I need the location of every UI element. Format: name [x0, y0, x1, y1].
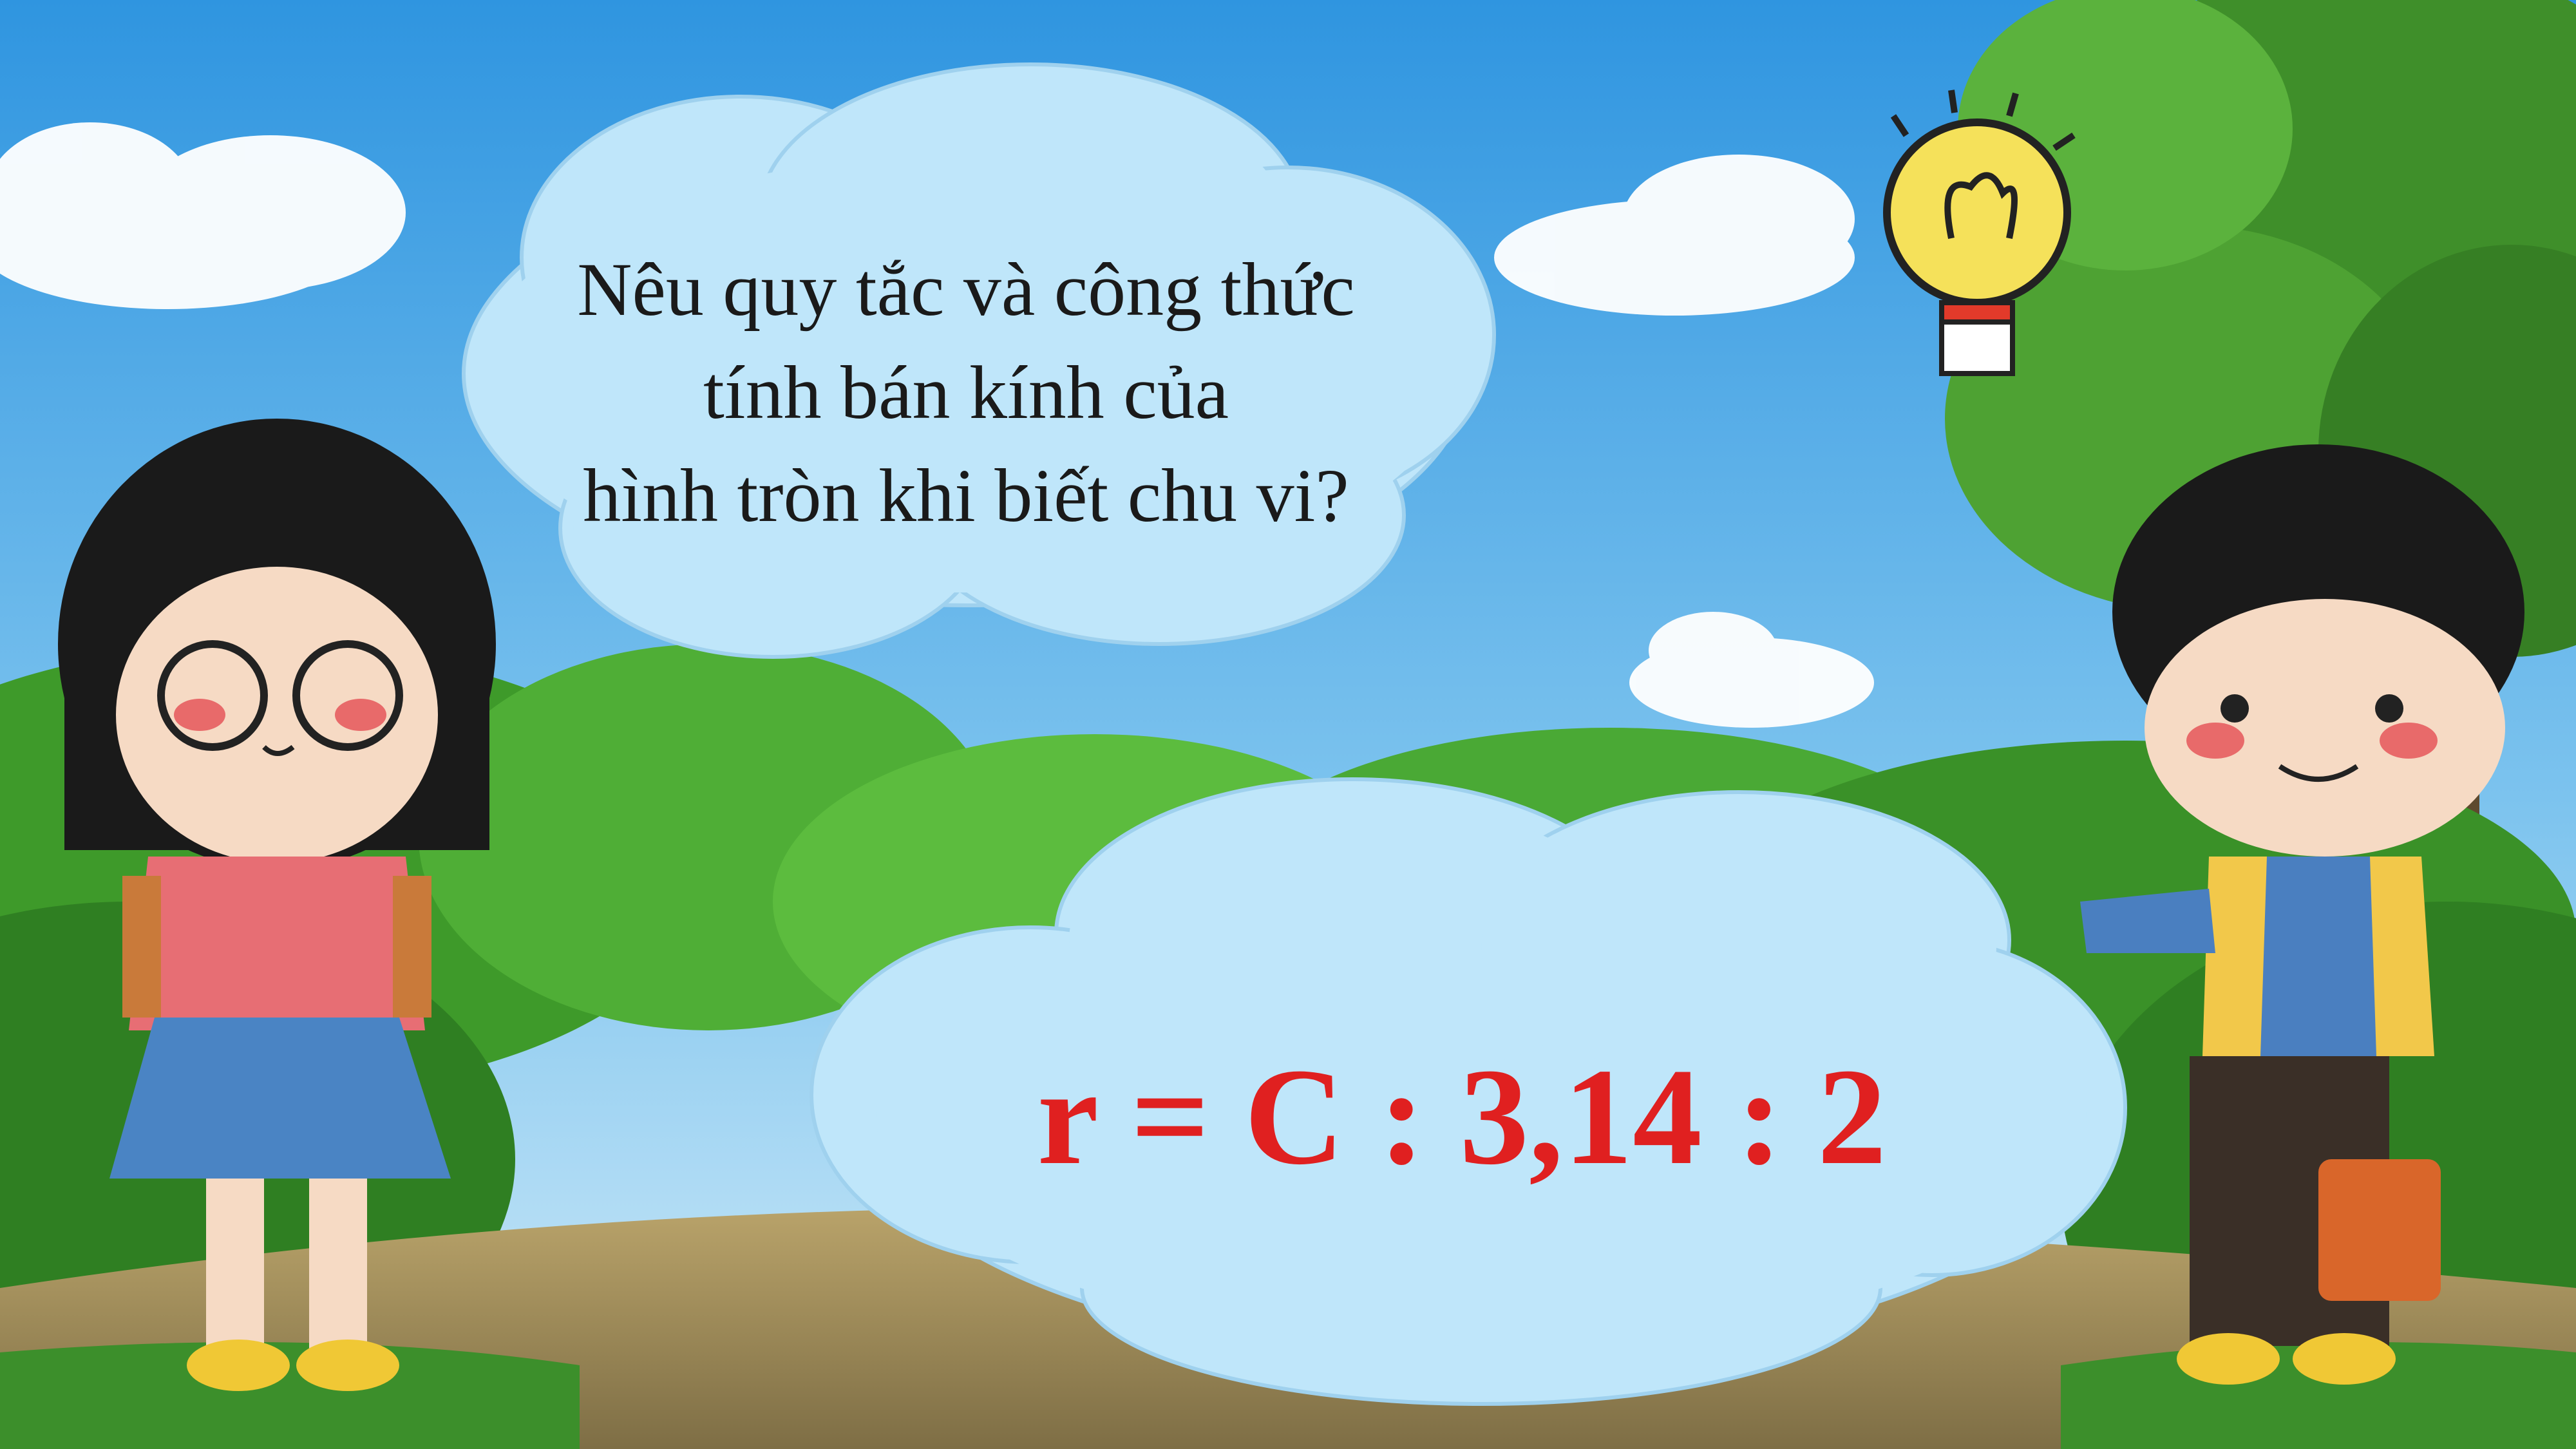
grass-front — [0, 1342, 580, 1449]
question-text — [451, 238, 1481, 547]
question-line-2: tính bán kính của — [703, 350, 1229, 435]
question-line-3: hình tròn khi biết chu vi? — [583, 453, 1349, 538]
answer-formula: r = C : 3,14 : 2 — [1037, 1039, 1887, 1193]
question-line-1: Nêu quy tắc và công thức — [577, 247, 1355, 332]
